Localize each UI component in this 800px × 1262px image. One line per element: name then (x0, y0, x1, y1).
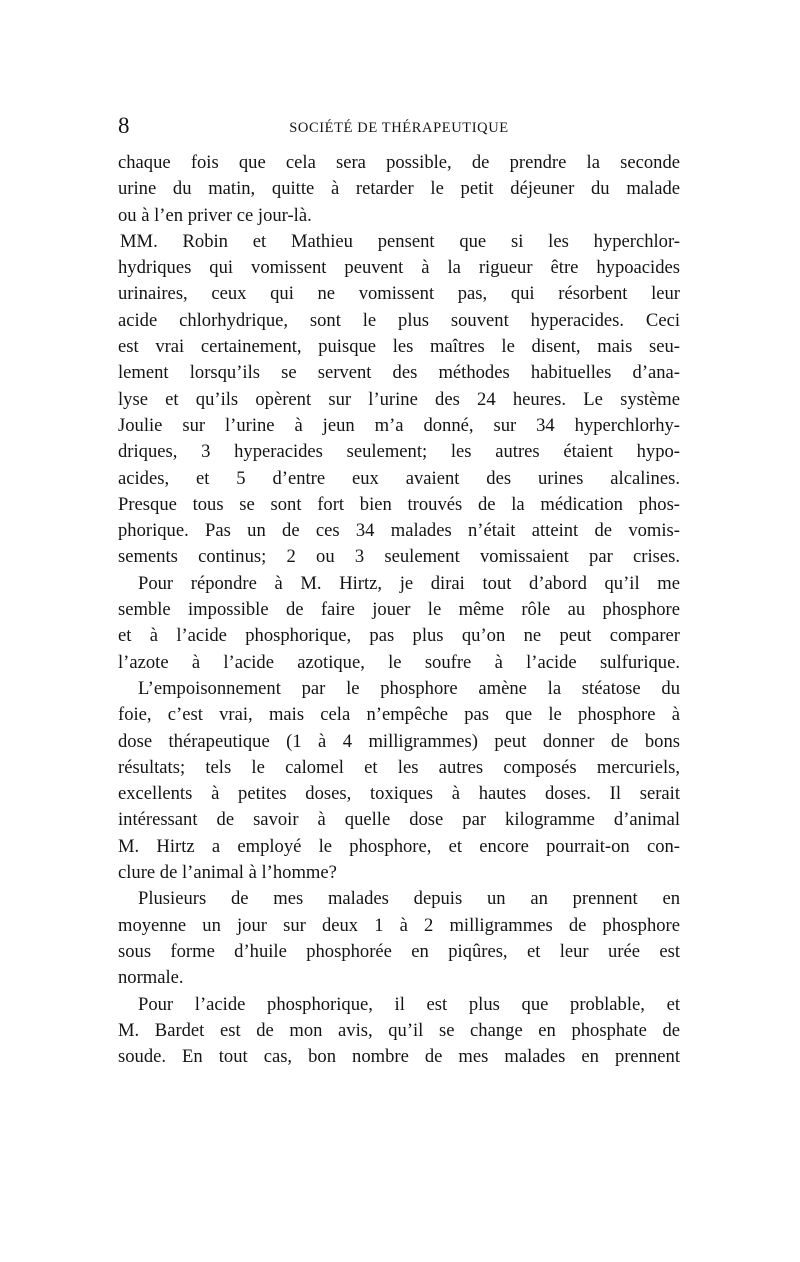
text-line: hydriques qui vomissent peuvent à la rigueur être hypoacides (118, 257, 680, 279)
text-line: normale. (118, 967, 184, 989)
text-line: excellents à petites doses, toxiques à hautes doses. Il serait (118, 783, 680, 805)
text-line: soude. En tout cas, bon nombre de mes malades en prennent (118, 1046, 680, 1068)
text-line: foie, c’est vrai, mais cela n’empêche pas que le phosphore à (118, 704, 680, 726)
text-line: Presque tous se sont fort bien trouvés de la médication phos- (118, 493, 680, 515)
text-line: clure de l’animal à l’homme? (118, 862, 337, 884)
text-line: urinaires, ceux qui ne vomissent pas, qui résorbent leur (118, 283, 680, 305)
text-line: moyenne un jour sur deux 1 à 2 milligrammes de phosphore (118, 914, 680, 936)
text-line: intéressant de savoir à quelle dose par kilogramme d’animal (118, 809, 680, 831)
text-line: Joulie sur l’urine à jeun m’a donné, sur 34 hyperchlorhy- (118, 414, 680, 436)
text-line: et à l’acide phosphorique, pas plus qu’on ne peut comparer (118, 625, 680, 647)
text-line: phorique. Pas un de ces 34 malades n’était atteint de vomis- (118, 520, 680, 542)
paragraph-1 (118, 150, 680, 229)
text-line: sous forme d’huile phosphorée en piqûres, et leur urée est (118, 940, 680, 962)
text-line: driques, 3 hyperacides seulement; les autres étaient hypo- (118, 441, 680, 463)
text-line: lyse et qu’ils opèrent sur l’urine des 24 heures. Le système (118, 388, 680, 410)
text-line: urine du matin, quitte à retarder le petit déjeuner du malade (118, 178, 680, 200)
text-line: dose thérapeutique (1 à 4 milligrammes) peut donner de bons (118, 730, 680, 752)
running-head: SOCIÉTÉ DE THÉRAPEUTIQUE (289, 120, 509, 136)
text-line: MM. Robin et Mathieu pensent que si les hyperchlor- (120, 230, 680, 252)
paragraph-5 (118, 886, 680, 991)
page-number: 8 (118, 113, 130, 138)
paragraph-2 (118, 229, 680, 571)
text-line: acides, et 5 d’entre eux avaient des urines alcalines. (118, 467, 680, 489)
text-line: L’empoisonnement par le phosphore amène la stéatose du (138, 677, 680, 699)
text-line: ou à l’en priver ce jour-là. (118, 204, 312, 226)
text-line: Pour répondre à M. Hirtz, je dirai tout d’abord qu’il me (138, 572, 680, 594)
text-line: semble impossible de faire jouer le même rôle au phosphore (118, 599, 680, 621)
text-line: M. Hirtz a employé le phosphore, et encore pourrait-on con- (118, 835, 680, 857)
body-text (118, 150, 680, 1070)
text-line: sements continus; 2 ou 3 seulement vomissaient par crises. (118, 546, 680, 568)
text-line: Plusieurs de mes malades depuis un an prennent en (138, 888, 680, 910)
text-line: M. Bardet est de mon avis, qu’il se change en phosphate de (118, 1019, 680, 1041)
text-line: acide chlorhydrique, sont le plus souvent hyperacides. Ceci (118, 309, 680, 331)
text-line: lement lorsqu’ils se servent des méthodes habituelles d’ana- (118, 362, 680, 384)
page-header (118, 111, 680, 141)
text-line: l’azote à l’acide azotique, le soufre à l’acide sulfurique. (118, 651, 680, 673)
paragraph-6 (118, 992, 680, 1071)
paragraph-3 (118, 571, 680, 676)
paragraph-4 (118, 676, 680, 886)
text-line: chaque fois que cela sera possible, de prendre la seconde (118, 152, 680, 173)
text-line: Pour l’acide phosphorique, il est plus que problable, et (138, 993, 680, 1015)
text-line: est vrai certainement, puisque les maîtres le disent, mais seu- (118, 336, 680, 358)
text-line: résultats; tels le calomel et les autres composés mercuriels, (118, 756, 680, 778)
